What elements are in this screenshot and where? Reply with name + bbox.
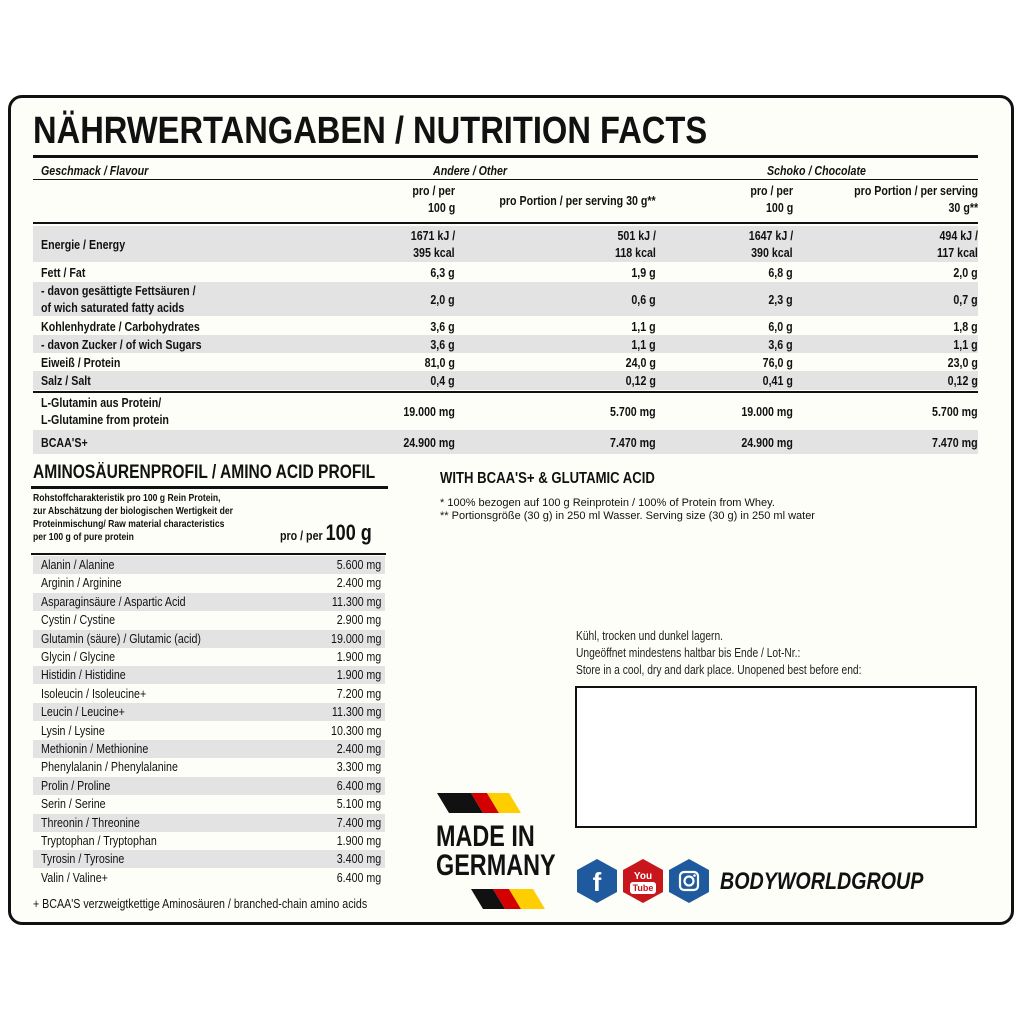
nutrition-v3: 24.900 mg: [741, 434, 793, 450]
page-title: NÄHRWERTANGABEN / NUTRITION FACTS: [33, 110, 708, 152]
amino-value: 5.600 mg: [336, 557, 381, 572]
nutrition-row: [33, 394, 978, 428]
nutrition-v4: 2,0 g: [953, 264, 978, 280]
instagram-icon[interactable]: [666, 858, 712, 904]
col-portion-choco-a: pro Portion / per serving: [854, 183, 978, 198]
flavour-row: [33, 162, 978, 180]
nutrition-v2: 0,6 g: [631, 291, 656, 307]
nutrition-v4: 23,0 g: [947, 354, 978, 370]
amino-name: Valin / Valine+: [41, 869, 108, 885]
amino-value: 1.900 mg: [336, 667, 381, 683]
amino-column-header: pro / per 100 g: [280, 520, 372, 545]
nutrition-v2: 5.700 mg: [610, 403, 656, 419]
header-rule: [33, 222, 978, 224]
nutrition-v2: 1,1 g: [631, 318, 656, 334]
amino-name: Prolin / Proline: [41, 777, 111, 793]
amino-row: [33, 685, 385, 703]
nutrition-label: Salz / Salt: [41, 373, 91, 388]
nutrition-v3: 390 kcal: [751, 245, 793, 260]
flavour-other: Andere / Other: [433, 163, 508, 178]
footnotes: [440, 497, 815, 523]
nutrition-v3: 2,3 g: [768, 291, 793, 307]
nutrition-v2: 501 kJ /: [617, 228, 656, 243]
made-in-germany: MADE IN GERMANY: [436, 820, 556, 882]
amino-value: 19.000 mg: [330, 630, 381, 646]
amino-row: [33, 722, 385, 740]
nutrition-label: Energie / Energy: [41, 236, 126, 252]
amino-value: 1.900 mg: [336, 649, 381, 664]
amino-value: 7.400 mg: [336, 814, 381, 830]
nutrition-v2: 24,0 g: [625, 354, 656, 370]
nutrition-row: [33, 282, 978, 316]
amino-value: 3.300 mg: [336, 759, 381, 775]
nutrition-v1: 6,3 g: [430, 264, 455, 280]
nutrition-v2: 0,12 g: [625, 373, 656, 388]
amino-value: 6.400 mg: [336, 869, 381, 885]
nutrition-v1: 0,4 g: [430, 373, 455, 388]
amino-name: Lysin / Lysine: [41, 722, 105, 738]
nutrition-row: [33, 430, 978, 454]
nutrition-label: Kohlenhydrate / Carbohydrates: [41, 318, 200, 334]
nutrition-v3: 76,0 g: [762, 354, 793, 370]
nutrition-v1: 3,6 g: [430, 318, 455, 334]
nutrition-v4: 1,8 g: [953, 318, 978, 334]
amino-value: 1.900 mg: [336, 833, 381, 848]
nutrition-v4: 7.470 mg: [932, 434, 978, 450]
amino-row: [33, 593, 385, 611]
amino-row: [33, 777, 385, 795]
amino-value: 11.300 mg: [331, 593, 381, 609]
amino-row: [33, 758, 385, 776]
facebook-icon[interactable]: [574, 858, 620, 904]
youtube-icon[interactable]: [620, 858, 666, 904]
nutrition-v1: 81,0 g: [424, 354, 455, 370]
amino-name: Leucin / Leucine+: [41, 704, 125, 720]
nutrition-label: L-Glutamine from protein: [41, 412, 169, 427]
amino-name: Histidin / Histidine: [41, 667, 126, 683]
nutrition-row: [33, 371, 978, 390]
nutrition-v1: 2,0 g: [430, 291, 455, 307]
nutrition-v3: 1647 kJ /: [748, 228, 793, 243]
amino-value: 5.100 mg: [336, 796, 381, 812]
nutrition-v1: 1671 kJ /: [410, 228, 455, 243]
nutrition-divider: [33, 391, 978, 393]
nutrition-v1: 395 kcal: [413, 245, 455, 260]
amino-name: Arginin / Arginine: [41, 575, 122, 591]
nutrition-label: Fett / Fat: [41, 264, 86, 280]
col-portion-choco-b: 30 g**: [948, 200, 978, 215]
amino-value: 10.300 mg: [330, 722, 381, 738]
nutrition-v1: 3,6 g: [430, 336, 455, 352]
amino-value: 3.400 mg: [336, 851, 381, 867]
amino-header-rule: [31, 553, 386, 555]
amino-name: Glutamin (säure) / Glutamic (acid): [41, 630, 201, 646]
column-header-row: [33, 182, 978, 220]
amino-row: [33, 740, 385, 758]
amino-value: 11.300 mg: [331, 704, 381, 720]
amino-name: Isoleucin / Isoleucine+: [41, 685, 147, 701]
nutrition-v4: 494 kJ /: [939, 228, 978, 243]
amino-value: 2.900 mg: [336, 612, 381, 628]
amino-value: 7.200 mg: [336, 685, 381, 701]
nutrition-v4: 0,7 g: [953, 291, 978, 307]
title-rule: [33, 155, 978, 158]
nutrition-v2: 7.470 mg: [610, 434, 656, 450]
footnote-2: ** Portionsgröße (30 g) in 250 ml Wasser. Serving size (30 g) in 250 ml water: [440, 510, 815, 522]
nutrition-v1: 24.900 mg: [403, 434, 455, 450]
nutrition-v1: 19.000 mg: [403, 403, 455, 419]
nutrition-v4: 5.700 mg: [932, 403, 978, 419]
amino-description: Rohstoffcharakteristik pro 100 g Rein Protein, zur Abschätzung der biologischen Wertigkeit der Proteinmischung/ Raw material characteristics per 100 g of pure protein: [33, 492, 233, 543]
amino-name: Serin / Serine: [41, 796, 106, 812]
nutrition-row: [33, 353, 978, 371]
col-portion-other: pro Portion / per serving 30 g**: [499, 193, 656, 208]
nutrition-v4: 1,1 g: [953, 336, 978, 352]
amino-row: [33, 703, 385, 721]
storage-info: Kühl, trocken und dunkel lagern. Ungeöffnet mindestens haltbar bis Ende / Lot-Nr.: Store in a cool, dry and dark place. Unopened best before end:: [576, 629, 862, 677]
amino-name: Alanin / Alanine: [41, 557, 115, 572]
amino-row: [33, 574, 385, 592]
nutrition-v4: 117 kcal: [937, 245, 978, 260]
amino-value: 6.400 mg: [336, 777, 381, 793]
amino-name: Threonin / Threonine: [41, 814, 140, 830]
nutrition-label: of wich saturated fatty acids: [41, 300, 185, 315]
col-per100-d: 100 g: [765, 200, 793, 215]
amino-row: [33, 795, 385, 813]
nutrition-v3: 3,6 g: [768, 336, 793, 352]
flavour-choco: Schoko / Chocolate: [767, 163, 866, 178]
nutrition-v3: 6,8 g: [768, 264, 793, 280]
footnote-1: * 100% bezogen auf 100 g Reinprotein / 100% of Protein from Whey.: [440, 497, 775, 509]
nutrition-v2: 118 kcal: [615, 245, 656, 260]
amino-name: Methionin / Methionine: [41, 741, 149, 756]
lot-number-box: [575, 686, 977, 828]
amino-name: Cystin / Cystine: [41, 612, 116, 628]
amino-row: [33, 648, 385, 666]
nutrition-v3: 6,0 g: [768, 318, 793, 334]
nutrition-v4: 0,12 g: [947, 373, 978, 388]
amino-row: [33, 850, 385, 868]
nutrition-row: [33, 317, 978, 335]
amino-row: [33, 814, 385, 832]
nutrition-row: [33, 335, 978, 353]
amino-name: Glycin / Glycine: [41, 649, 116, 664]
col-per100-c: pro / per: [750, 183, 793, 198]
amino-footnote: + BCAA'S verzweigtkettige Aminosäuren / branched-chain amino acids: [33, 896, 368, 911]
amino-name: Tyrosin / Tyrosine: [41, 851, 125, 867]
amino-row: [33, 630, 385, 648]
nutrition-v3: 0,41 g: [762, 373, 793, 388]
nutrition-label: Eiweiß / Protein: [41, 354, 121, 370]
amino-title-rule: [31, 486, 388, 489]
nutrition-label: L-Glutamin aus Protein/: [41, 395, 162, 410]
bcaa-heading: WITH BCAA'S+ & GLUTAMIC ACID: [440, 470, 655, 487]
nutrition-row: [33, 226, 978, 262]
nutrition-label: - davon gesättigte Fettsäuren /: [41, 283, 196, 298]
svg-text:Tube: Tube: [632, 883, 654, 893]
nutrition-v2: 1,1 g: [631, 336, 656, 352]
amino-name: Tryptophan / Tryptophan: [41, 833, 157, 848]
svg-text:You: You: [633, 871, 653, 882]
amino-row: [33, 869, 385, 887]
nutrition-v3: 19.000 mg: [741, 403, 793, 419]
nutrition-v2: 1,9 g: [631, 264, 656, 280]
nutrition-label: - davon Zucker / of wich Sugars: [41, 336, 202, 352]
nutrition-label: BCAA'S+: [41, 434, 88, 450]
amino-row: [33, 666, 385, 684]
col-per100-a: pro / per: [412, 183, 455, 198]
brand-name: BODYWORLDGROUP: [720, 868, 924, 895]
flavour-label: Geschmack / Flavour: [41, 163, 149, 178]
nutrition-row: [33, 263, 978, 281]
amino-value: 2.400 mg: [336, 575, 381, 591]
amino-row: [33, 556, 385, 574]
amino-title: AMINOSÄURENPROFIL / AMINO ACID PROFIL: [33, 462, 376, 483]
amino-row: [33, 832, 385, 850]
amino-value: 2.400 mg: [336, 741, 381, 756]
amino-name: Phenylalanin / Phenylalanine: [41, 759, 178, 775]
svg-text:f: f: [592, 867, 602, 897]
amino-name: Asparaginsäure / Aspartic Acid: [41, 593, 186, 609]
amino-row: [33, 611, 385, 629]
col-per100-b: 100 g: [427, 200, 455, 215]
flavour-rule: [33, 179, 978, 180]
